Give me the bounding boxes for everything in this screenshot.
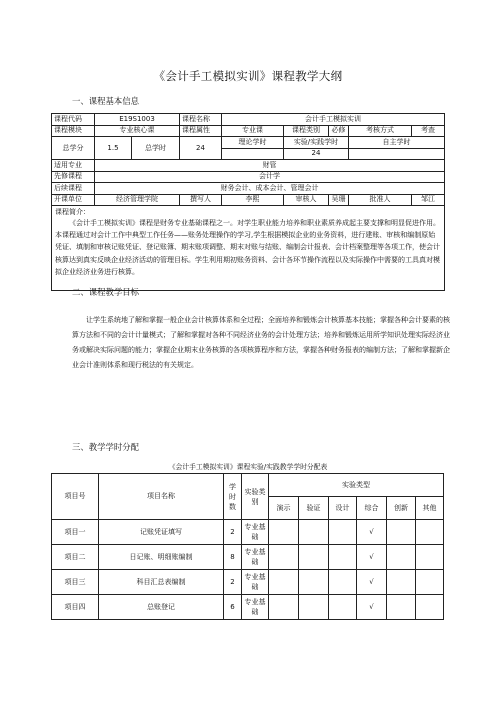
check-mark: √ — [357, 520, 387, 545]
reviewer-label: 审核人 — [284, 194, 329, 206]
unit-label: 开课单位 — [52, 194, 95, 206]
project-id: 项目一 — [52, 520, 99, 545]
total-hours-value: 24 — [180, 137, 222, 160]
cell-design — [329, 595, 357, 620]
course-module-value: 专业核心课 — [95, 125, 180, 137]
major-value: 财管 — [95, 160, 445, 172]
project-kind: 专业基础 — [242, 570, 269, 595]
project-name: 总账登记 — [99, 595, 224, 620]
table-row — [52, 160, 445, 172]
course-name-label: 课程名称 — [180, 114, 222, 126]
table-row — [52, 206, 445, 291]
self-study-hours-value — [349, 148, 445, 160]
course-module-label: 课程模块 — [52, 125, 95, 137]
cell-innovate — [387, 595, 416, 620]
course-info-table — [51, 113, 445, 291]
document-title: 《会计手工模拟实训》课程教学大纲 — [153, 69, 343, 83]
col-header-other: 其他 — [416, 497, 444, 520]
total-hours-label: 总学时 — [132, 137, 180, 160]
exam-method-label: 考核方式 — [349, 125, 412, 137]
followup-value: 财务会计、成本会计、管理会计 — [95, 183, 445, 195]
exam-method-value: 考查 — [412, 125, 445, 137]
table-row — [52, 520, 444, 545]
cell-design — [329, 545, 357, 570]
course-summary-label: 课程简介： — [55, 208, 90, 216]
author-label: 撰写人 — [180, 194, 222, 206]
cell-verify — [299, 570, 329, 595]
cell-demo — [269, 595, 299, 620]
cell-other — [416, 545, 444, 570]
col-header-kind: 实验类别 — [242, 474, 269, 520]
course-code-value: E19S1003 — [95, 114, 180, 126]
project-kind: 专业基础 — [242, 545, 269, 570]
prerequisite-value: 会计学 — [95, 171, 445, 183]
project-name: 记账凭证填写 — [99, 520, 224, 545]
col-header-id: 项目号 — [52, 474, 99, 520]
total-credit-value: 1.5 — [95, 137, 132, 160]
practice-hours-value: 24 — [284, 148, 349, 160]
col-header-hours: 学时数 — [224, 474, 242, 520]
cell-verify — [299, 520, 329, 545]
table-header-row — [52, 474, 444, 497]
cell-design — [329, 520, 357, 545]
table-row — [52, 137, 445, 149]
project-id: 项目二 — [52, 545, 99, 570]
project-kind: 专业基础 — [242, 595, 269, 620]
reviewer-value: 吴珊 — [329, 194, 349, 206]
self-study-hours-label: 自主学时 — [349, 137, 445, 149]
cell-demo — [269, 545, 299, 570]
hours-table-caption: 《会计手工模拟实训》课程实验/实践教学学时分配表 — [168, 463, 328, 471]
approver-label: 批准人 — [349, 194, 412, 206]
cell-other — [416, 520, 444, 545]
project-name: 科目汇总表编制 — [99, 570, 224, 595]
project-id: 项目四 — [52, 595, 99, 620]
col-header-comprehensive: 综合 — [357, 497, 387, 520]
project-hours: 2 — [224, 570, 242, 595]
project-hours: 6 — [224, 595, 242, 620]
project-name: 日记账、明细账编制 — [99, 545, 224, 570]
course-name-value: 会计手工模拟实训 — [222, 114, 445, 126]
project-kind: 专业基础 — [242, 520, 269, 545]
unit-value: 经济管理学院 — [95, 194, 180, 206]
project-hours: 2 — [224, 520, 242, 545]
course-goal-text: 让学生系统地了解和掌握一般企业会计核算体系和全过程；全面培养和锻炼会计核算基本技能；掌握各种会计要素的核算方法和不同的会计计量模式；了解和掌握对各种不同经济业务的会计处理方法；培养和锻炼运用所学知识处理实际经济业务或解决实际问题的能力；掌握企业期末业务核算的各项核算程序和方法，掌握各种财务报表的编制方法；了解和掌握新企业会计准则体系和现行税法的有关规定。 — [72, 316, 450, 369]
cell-other — [416, 570, 444, 595]
course-attr-label: 课程属性 — [180, 125, 222, 137]
course-code-label: 课程代码 — [52, 114, 95, 126]
total-credit-label: 总学分 — [52, 137, 95, 160]
table-row — [52, 595, 444, 620]
cell-verify — [299, 595, 329, 620]
cell-innovate — [387, 570, 416, 595]
course-summary-cell — [52, 206, 445, 291]
table-row — [52, 194, 445, 206]
project-id: 项目三 — [52, 570, 99, 595]
section-hours-heading: 三、教学学时分配 — [72, 442, 139, 452]
table-row — [52, 171, 445, 183]
course-type-value: 必修 — [329, 125, 349, 137]
col-header-innovate: 创新 — [387, 497, 416, 520]
table-row — [52, 183, 445, 195]
author-value: 李熙 — [222, 194, 284, 206]
theory-hours-value — [222, 148, 284, 160]
cell-innovate — [387, 545, 416, 570]
theory-hours-label: 理论学时 — [222, 137, 284, 149]
col-header-verify: 验证 — [299, 497, 329, 520]
approver-value: 邹江 — [412, 194, 445, 206]
practice-hours-label: 实验/实践学时 — [284, 137, 349, 149]
major-label: 适用专业 — [52, 160, 95, 172]
col-header-type: 实验类型 — [269, 474, 444, 497]
check-mark: √ — [357, 570, 387, 595]
table-row — [52, 570, 444, 595]
check-mark: √ — [357, 545, 387, 570]
cell-demo — [269, 570, 299, 595]
course-summary-text: 《会计手工模拟实训》课程是财务专业基础课程之一。对学生职业能力培养和职业素质养成起主要支撑和明显促进作用。本课程通过对会计工作中典型工作任务——账务处理操作的学习,学生根据模拟企业的业务资料，进行建账、审核和编制原始凭证、填制和审核记账凭证、登记账簿、期末账项调整、期末对账与结账、编制会计报表、会计档案整理等各项工作，使会计核算达到真实反映企业经济活动的管理目标。学生利用期初账务资料、会计各环节操作流程以及实际操作中需要的工具真对模拟企业经济业务进行核算。 — [55, 219, 440, 276]
col-header-name: 项目名称 — [99, 474, 224, 520]
cell-design — [329, 570, 357, 595]
section-goals-heading: 二、课程教学目标 — [72, 287, 139, 297]
check-mark: √ — [357, 595, 387, 620]
course-attr-value: 专业课 — [222, 125, 284, 137]
col-header-design: 设计 — [329, 497, 357, 520]
table-row — [52, 125, 445, 137]
col-header-demo: 演示 — [269, 497, 299, 520]
project-hours: 8 — [224, 545, 242, 570]
course-type-label: 课程类别 — [284, 125, 329, 137]
table-row — [52, 114, 445, 126]
hours-distribution-table — [51, 473, 444, 620]
section-basic-info-heading: 一、课程基本信息 — [72, 96, 139, 106]
cell-verify — [299, 545, 329, 570]
cell-other — [416, 595, 444, 620]
cell-innovate — [387, 520, 416, 545]
followup-label: 后续课程 — [52, 183, 95, 195]
cell-demo — [269, 520, 299, 545]
table-row — [52, 545, 444, 570]
prerequisite-label: 先修课程 — [52, 171, 95, 183]
